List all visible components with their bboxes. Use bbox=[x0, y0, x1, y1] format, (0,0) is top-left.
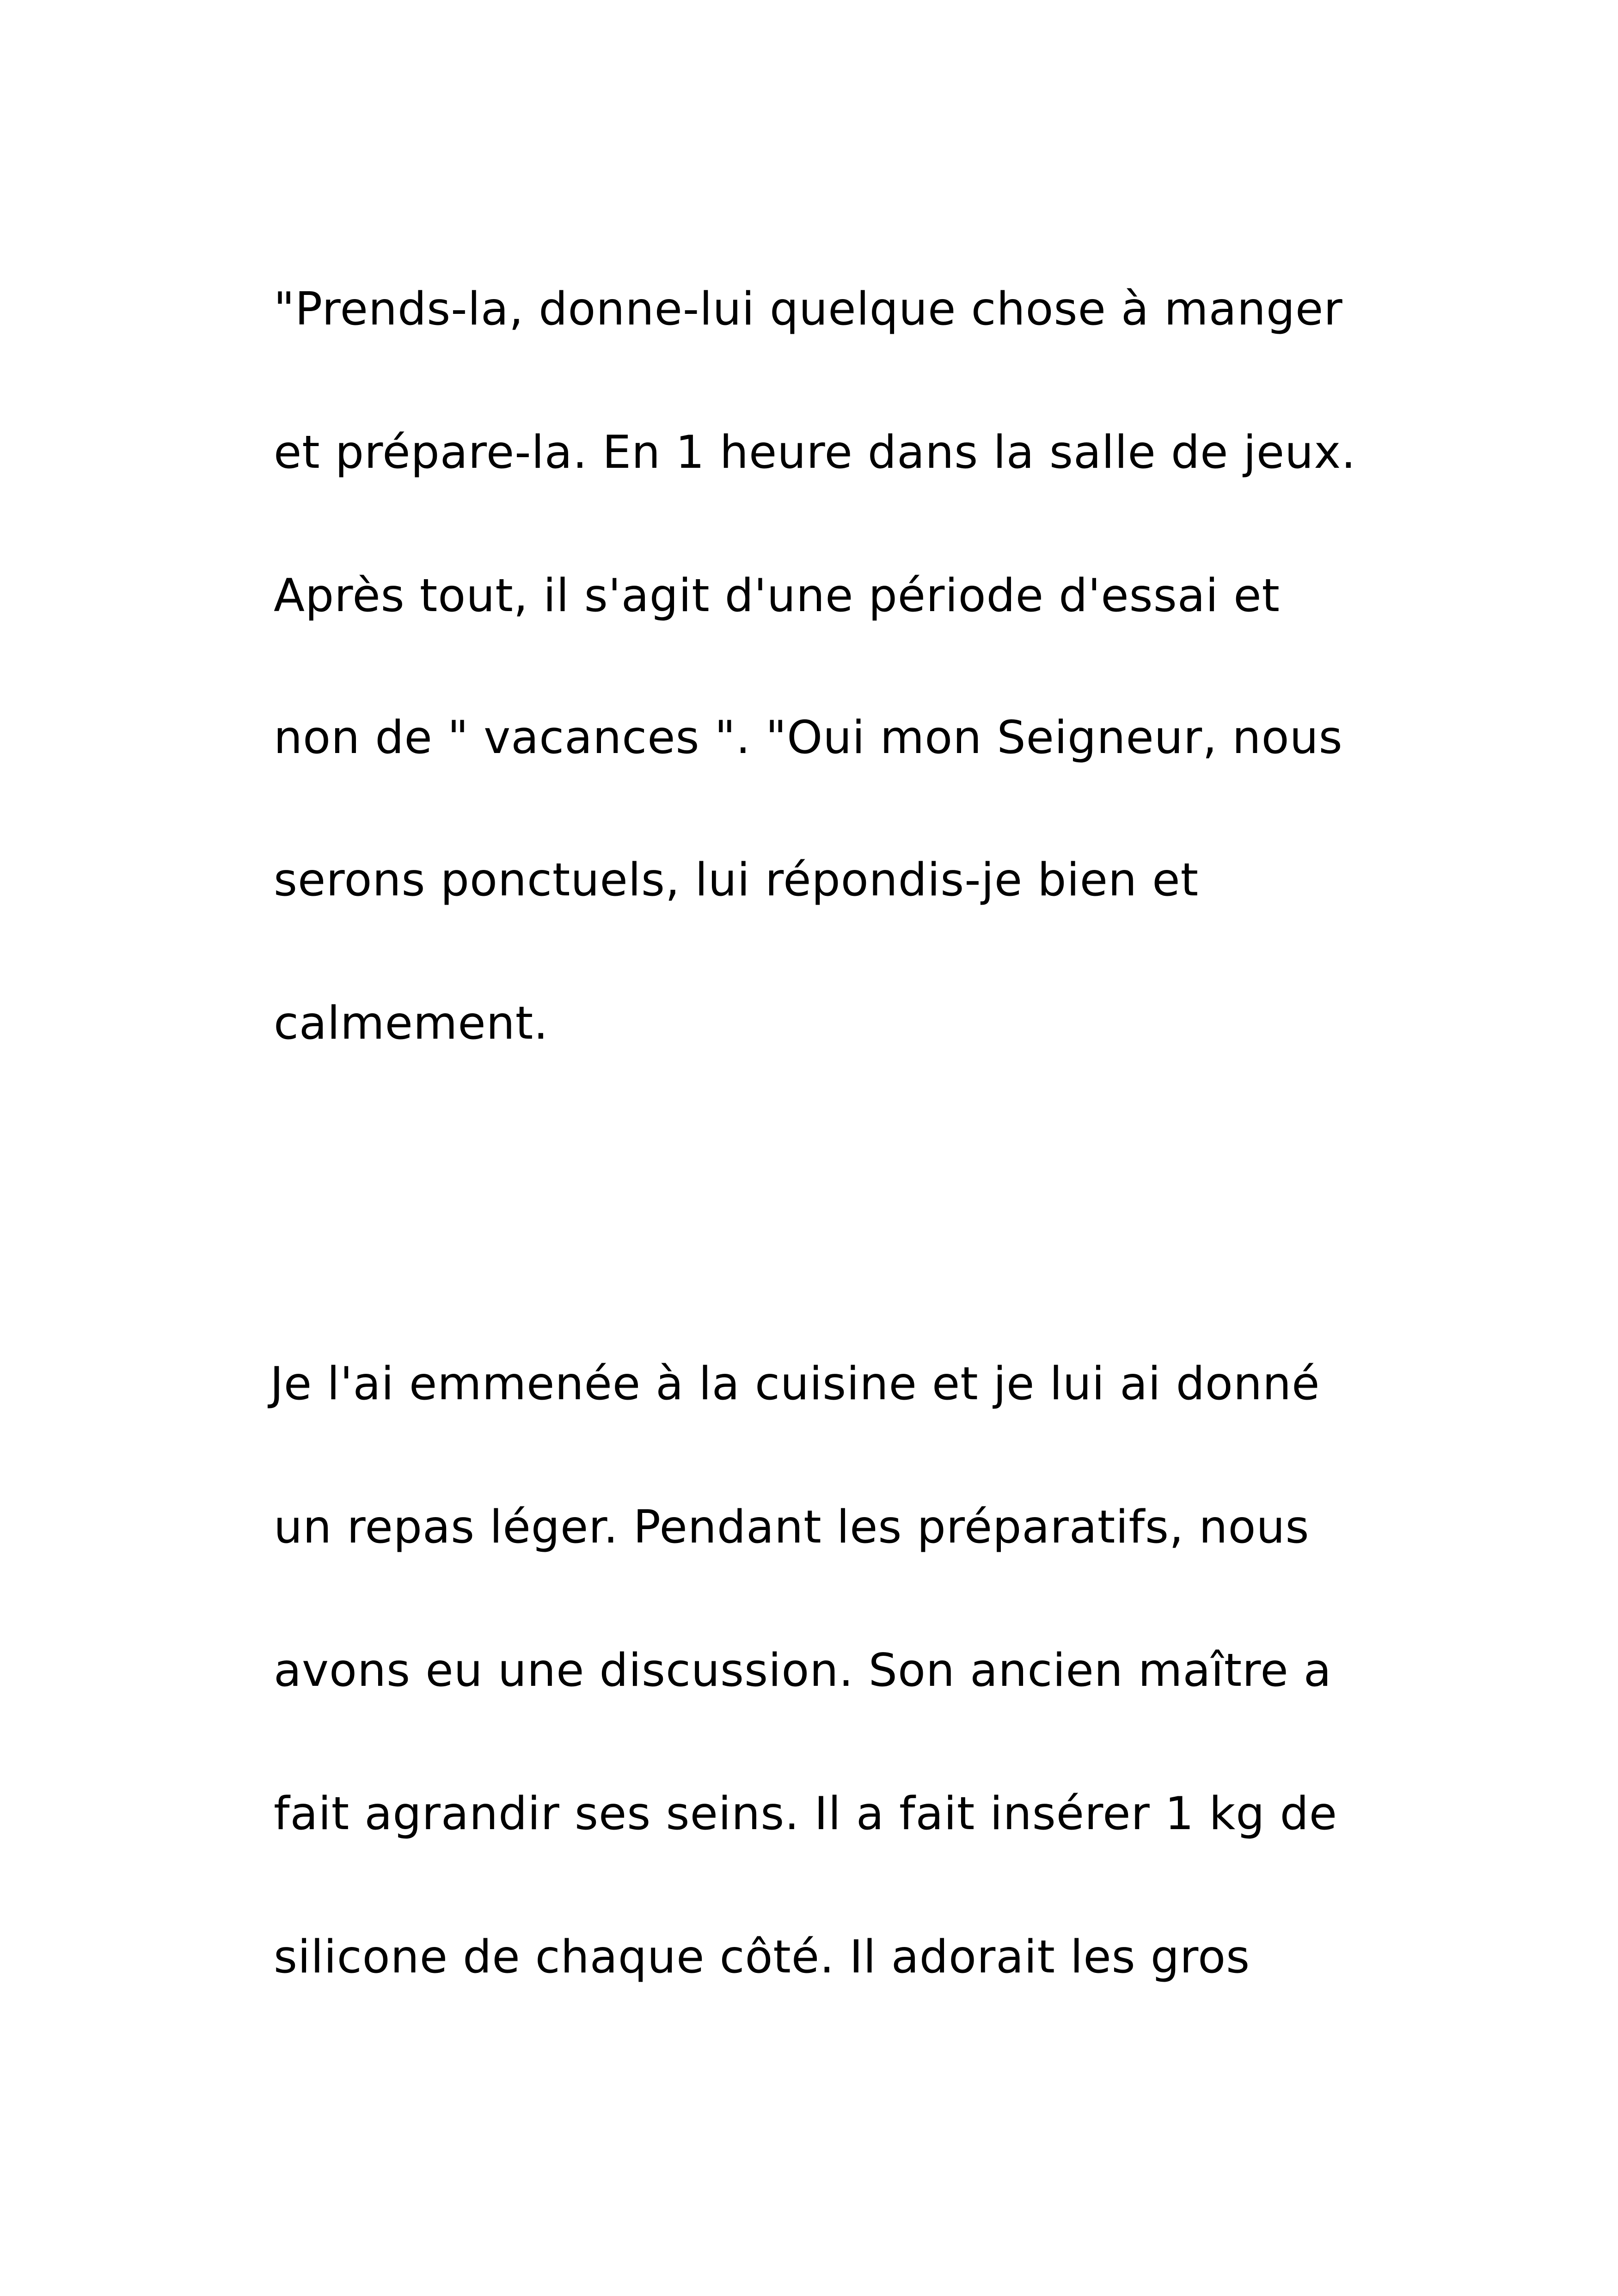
text-line: serons ponctuels, lui répondis-je bien et bbox=[274, 854, 1199, 906]
text-line: calmement. bbox=[274, 997, 549, 1050]
text-line: "Prends-la, donne-lui quelque chose à manger bbox=[274, 283, 1343, 336]
text-line: Je l'ai emmenée à la cuisine et je lui ai donné bbox=[270, 1358, 1320, 1410]
text-line: fait agrandir ses seins. Il a fait insérer 1 kg de bbox=[274, 1788, 1338, 1840]
text-line: non de " vacances ". "Oui mon Seigneur, nous bbox=[274, 711, 1343, 764]
text-line: avons eu une discussion. Son ancien maître a bbox=[274, 1644, 1332, 1697]
text-line: Après tout, il s'agit d'une période d'essai et bbox=[274, 569, 1280, 622]
text-line: et prépare-la. En 1 heure dans la salle de jeux. bbox=[274, 426, 1356, 479]
text-line: silicone de chaque côté. Il adorait les gros bbox=[274, 1931, 1250, 1984]
text-line: un repas léger. Pendant les préparatifs, nous bbox=[274, 1501, 1310, 1554]
